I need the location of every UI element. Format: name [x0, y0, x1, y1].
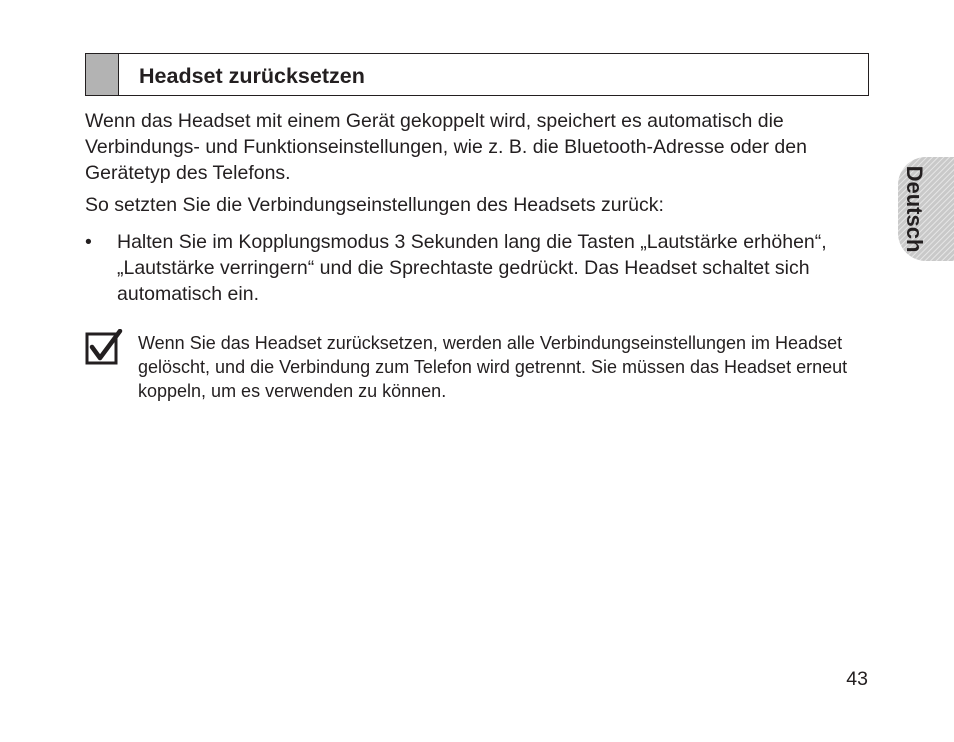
language-tab-label: Deutsch	[902, 165, 927, 253]
language-tab	[898, 157, 954, 261]
section-marker	[86, 54, 119, 95]
list-item-text: Halten Sie im Kopplungsmodus 3 Sekunden lang die Tasten „Lautstärke erhöhen“, „Lautstärke verringern“ und die Sprechtaste gedrückt. Das Headset schaltet sich automatisch ein.	[117, 231, 827, 305]
section-header	[85, 53, 869, 96]
bullet-icon: •	[85, 231, 92, 253]
intro-paragraph: Wenn das Headset mit einem Gerät gekoppelt wird, speichert es automatisch die Verbindungs- und Funktionseinstellungen, wie z. B. die Bluetooth-Adresse oder den Gerätetyp des Telefons.	[85, 110, 807, 184]
instruction-paragraph: So setzten Sie die Verbindungseinstellungen des Headsets zurück:	[85, 194, 664, 216]
checkbox-check-icon	[85, 329, 123, 365]
page-number: 43	[846, 668, 868, 690]
note-text: Wenn Sie das Headset zurücksetzen, werden alle Verbindungseinstellungen im Headset gelöscht, und die Verbindung zum Telefon wird getrennt. Sie müssen das Headset erneut koppeln, um es verwenden zu können.	[138, 333, 848, 401]
section-title: Headset zurücksetzen	[139, 64, 365, 88]
